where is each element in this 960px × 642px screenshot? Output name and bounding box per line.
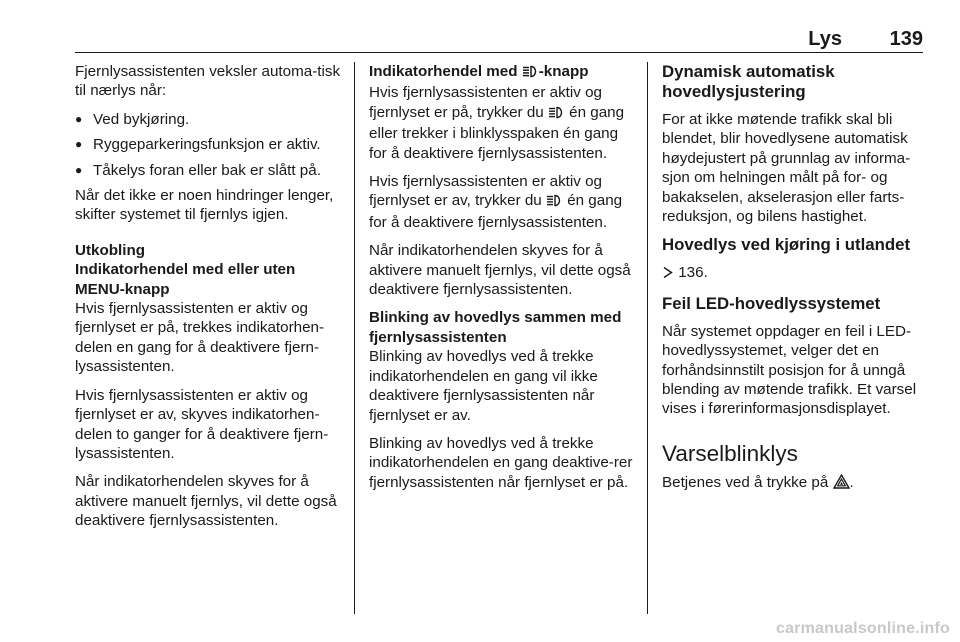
cross-reference[interactable] <box>662 263 927 284</box>
body-paragraph: Når indikatorhendelen skyves for å aktivere manuelt fjernlys, vil dette også deaktivere fjernlysassistenten. <box>75 473 337 530</box>
body-paragraph <box>369 172 639 232</box>
reference-arrow-icon <box>662 265 674 284</box>
text-run: én gang for å deaktivere fjernlysassistenten. <box>369 192 623 231</box>
intro-paragraph: Fjernlysassistenten veksler automa-tisk til nærlys når: <box>75 63 341 100</box>
heading-text: -knapp <box>538 63 589 80</box>
body-paragraph: Når indikatorhendelen skyves for å aktivere manuelt fjernlys, vil dette også deaktivere fjernlysassistenten. <box>369 242 631 299</box>
section-heading-utkobling: Utkobling <box>75 241 146 259</box>
text-run: . <box>849 473 854 491</box>
reference-page: 136. <box>678 264 708 282</box>
list-item: ● Tåkelys foran eller bak er slått på. <box>75 161 343 180</box>
body-paragraph <box>662 473 927 494</box>
text-run: Betjenes ved å trykke på <box>662 473 833 491</box>
body-paragraph: Hvis fjernlysassistenten er aktiv og fjernlyset er på, trekkes indikatorhen-delen en gang for å deaktivere fjern-lysassistenten. <box>75 300 325 376</box>
column-1 <box>75 62 343 540</box>
list-item: ● Ryggeparkeringsfunksjon er aktiv. <box>75 135 343 154</box>
body-paragraph: Blinking av hovedlys ved å trekke indikatorhendelen en gang vil ikke deaktivere fjernlysassistenten når fjernlyset er av. <box>369 348 598 424</box>
hazard-warning-icon <box>833 474 850 494</box>
text-run: Hvis fjernlysassistenten er aktiv og fjernlyset er av, trykker du <box>369 173 602 210</box>
chapter-heading: Varselblinklys <box>662 440 798 466</box>
page-header <box>0 28 960 58</box>
header-divider <box>75 52 923 53</box>
body-paragraph: Når systemet oppdager en feil i LED-hovedlyssystemet, velger det en forhåndsinnstilt posisjon for å unngå blending av møtende trafikk. Et varsel vises i førerinformasjonsdisplayet. <box>662 322 917 418</box>
subsection-heading: Indikatorhendel med eller uten MENU-knapp <box>75 261 296 298</box>
section-heading: Feil LED-hovedlyssystemet <box>662 293 881 313</box>
body-paragraph: Hvis fjernlysassistenten er aktiv og fjernlyset er av, skyves indikatorhen-delen to ganger for å deaktivere fjern-lysassistenten. <box>75 386 329 462</box>
body-paragraph: Blinking av hovedlys ved å trekke indikatorhendelen en gang deaktive-rer fjernlysassistenten når fjernlyset er på. <box>369 434 633 491</box>
section-heading: Hovedlys ved kjøring i utlandet <box>662 235 911 255</box>
text-run: Hvis fjernlysassistenten er aktiv og fjernlyset er på, trykker du <box>369 84 602 121</box>
watermark: carmanualsonline.info <box>775 620 950 637</box>
heading-text: Indikatorhendel med <box>369 63 522 80</box>
body-paragraph: For at ikke møtende trafikk skal bli blendet, blir hovedlysene automatisk høydejustert på grunnlag av informa-sjon om helningen målt på for- og bakakselen, akselerasjon eller farts-reduksjon, og bilens hastighet. <box>662 111 911 226</box>
high-beam-icon <box>522 64 539 83</box>
high-beam-icon <box>548 105 565 124</box>
page-number: 139 <box>889 28 923 50</box>
body-paragraph: Når det ikke er noen hindringer lenger, skifter systemet til fjernlys igjen. <box>75 187 334 224</box>
text-run: én gang eller trekker i blinklysspaken én gang for å deaktivere fjernlysassistenten. <box>369 103 625 162</box>
column-divider-2 <box>647 62 648 614</box>
subsection-heading <box>369 62 639 83</box>
subsection-heading: Blinking av hovedlys sammen med fjernlysassistenten <box>369 309 622 346</box>
column-2 <box>369 62 639 501</box>
section-heading: Dynamisk automatisk hovedlysjustering <box>662 62 835 101</box>
column-3 <box>662 62 927 503</box>
column-divider-1 <box>354 62 355 614</box>
high-beam-icon <box>546 193 563 212</box>
list-item: ● Ved bykjøring. <box>75 110 343 129</box>
body-paragraph <box>369 83 639 163</box>
condition-list <box>75 110 343 180</box>
chapter-title: Lys <box>808 28 842 50</box>
